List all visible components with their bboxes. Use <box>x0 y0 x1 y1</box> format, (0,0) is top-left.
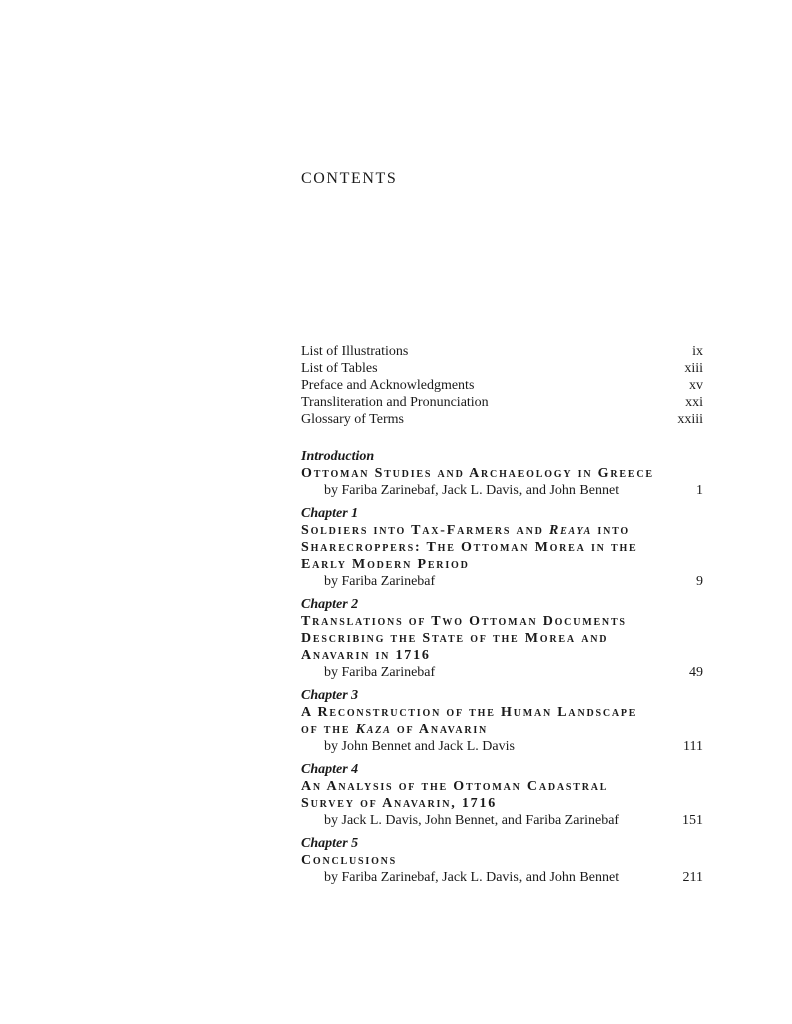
chapter-title-text: Survey of Anavarin, 1716 <box>301 796 498 811</box>
chapter-entry <box>301 835 703 886</box>
chapter-author-row <box>301 869 703 886</box>
chapter-title-line <box>301 778 703 795</box>
chapter-title-text: Reaya <box>548 523 593 538</box>
chapter-title-line <box>301 539 703 556</box>
page-title: CONTENTS <box>301 170 398 187</box>
chapter-label: Chapter 1 <box>301 506 359 521</box>
chapter-entry <box>301 596 703 681</box>
chapter-entry <box>301 761 703 829</box>
chapter-authors: by Fariba Zarinebaf, Jack L. Davis, and John Bennet <box>324 870 620 885</box>
chapter-title-line <box>301 522 703 539</box>
chapter-title-text: Translations of Two Ottoman Documents <box>301 614 627 629</box>
chapter-label: Chapter 5 <box>301 836 359 851</box>
chapter-entry <box>301 687 703 755</box>
chapter-title-text: of the <box>301 722 356 737</box>
chapter-title-text: Soldiers into Tax-Farmers and <box>301 523 549 538</box>
toc-entry-page: xv <box>689 378 703 393</box>
chapter-author-row <box>301 664 703 681</box>
chapter-label: Chapter 3 <box>301 688 359 703</box>
chapter-authors: by Fariba Zarinebaf <box>324 574 436 589</box>
chapter-title-line <box>301 721 703 738</box>
chapter-title-line <box>301 630 703 647</box>
toc-entry-label: Glossary of Terms <box>301 412 404 427</box>
chapter-title-text: Early Modern Period <box>301 557 470 572</box>
toc-entry-page: ix <box>692 344 703 359</box>
chapter-label: Chapter 4 <box>301 762 359 777</box>
toc-entry-page: xxiii <box>677 412 703 427</box>
toc-entry-label: Transliteration and Pronunciation <box>301 395 489 410</box>
chapter-page: 111 <box>683 739 703 754</box>
chapter-title-text: Describing the State of the Morea and <box>301 631 609 646</box>
chapter-title-line <box>301 465 703 482</box>
toc-entry-label: List of Illustrations <box>301 344 409 359</box>
chapter-title-line <box>301 556 703 573</box>
chapter-author-row <box>301 812 703 829</box>
chapter-label: Chapter 2 <box>301 597 359 612</box>
front-matter-list <box>301 343 703 428</box>
chapter-title-text: Conclusions <box>301 853 398 868</box>
toc-entry <box>301 360 703 377</box>
toc-entry <box>301 411 703 428</box>
chapter-title-line <box>301 704 703 721</box>
chapter-authors: by Fariba Zarinebaf, Jack L. Davis, and John Bennet <box>324 483 620 498</box>
chapter-entry <box>301 448 703 499</box>
toc-entry-page: xxi <box>685 395 703 410</box>
chapter-title-text: into <box>592 523 630 538</box>
chapter-label: Introduction <box>301 449 375 464</box>
chapter-author-row <box>301 573 703 590</box>
chapter-authors: by Fariba Zarinebaf <box>324 665 436 680</box>
chapter-page: 211 <box>682 870 703 885</box>
chapter-page: 151 <box>682 813 703 828</box>
chapter-authors: by John Bennet and Jack L. Davis <box>324 739 515 754</box>
toc-entry <box>301 343 703 360</box>
chapter-authors: by Jack L. Davis, John Bennet, and Fariba Zarinebaf <box>324 813 620 828</box>
chapter-list <box>301 448 703 892</box>
chapter-title-text: Kaza <box>355 722 392 737</box>
chapter-title-text: A Reconstruction of the Human Landscape <box>301 705 638 720</box>
toc-entry <box>301 377 703 394</box>
chapter-title-text: Anavarin in 1716 <box>301 648 431 663</box>
toc-entry-label: List of Tables <box>301 361 378 376</box>
chapter-title-text: of Anavarin <box>391 722 489 737</box>
chapter-author-row <box>301 738 703 755</box>
chapter-title-text: Ottoman Studies and Archaeology in Greece <box>301 466 654 481</box>
toc-entry-page: xiii <box>684 361 703 376</box>
toc-entry <box>301 394 703 411</box>
chapter-author-row <box>301 482 703 499</box>
chapter-page: 1 <box>696 483 703 498</box>
toc-entry-label: Preface and Acknowledgments <box>301 378 475 393</box>
chapter-title-text: Sharecroppers: The Ottoman Morea in the <box>301 540 638 555</box>
chapter-title-text: An Analysis of the Ottoman Cadastral <box>301 779 609 794</box>
chapter-page: 49 <box>689 665 703 680</box>
chapter-title-line <box>301 852 703 869</box>
chapter-title-line <box>301 795 703 812</box>
chapter-title-line <box>301 613 703 630</box>
chapter-title-line <box>301 647 703 664</box>
chapter-page: 9 <box>696 574 703 589</box>
chapter-entry <box>301 505 703 590</box>
